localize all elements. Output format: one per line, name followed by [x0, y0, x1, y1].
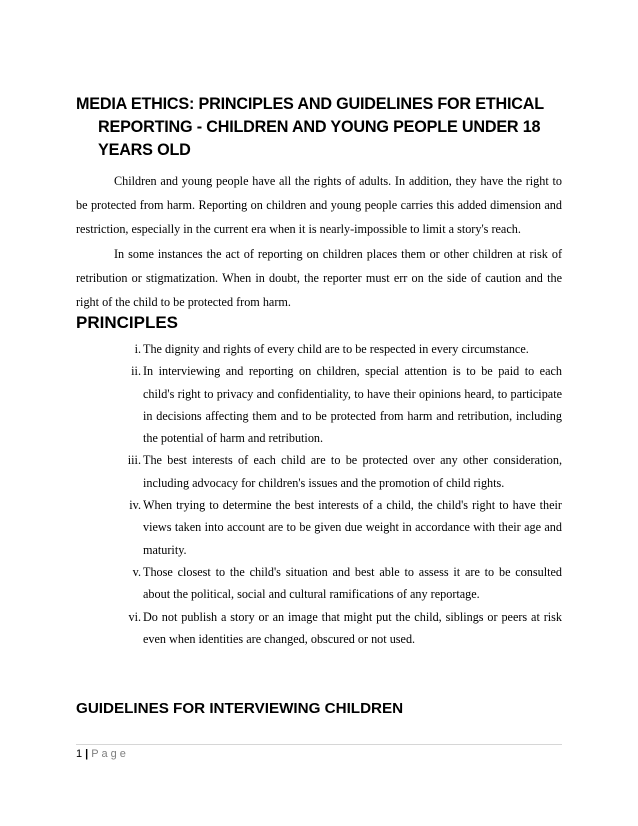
- list-item: [120, 338, 562, 360]
- title-line-3: YEARS OLD: [98, 141, 191, 159]
- list-item: [120, 360, 562, 449]
- page-footer: [76, 748, 129, 760]
- list-item: [120, 449, 562, 494]
- list-item: [120, 561, 562, 606]
- list-item-text: When trying to determine the best interests of a child, the child's right to have their views taken into account are to be given due weight in accordance with their age and maturity.: [143, 498, 562, 557]
- intro-paragraph-2: In some instances the act of reporting on children places them or other children at risk of retribution or stigmatization. When in doubt, the reporter must err on the side of caution and the right of the child to be protected from harm.: [76, 246, 562, 310]
- guidelines-heading: GUIDELINES FOR INTERVIEWING CHILDREN: [76, 700, 404, 717]
- footer-divider: [76, 744, 562, 745]
- page-number: 1: [76, 748, 83, 760]
- list-item-text: In interviewing and reporting on children, special attention is to be paid to each child's right to privacy and confidentiality, to have their opinions heard, to participate in decisions affecting them and to be protected from harm and retribution, including the potential of harm and retribution.: [143, 364, 562, 446]
- list-item: [120, 606, 562, 651]
- list-item-number: vi.: [128, 609, 141, 624]
- list-item-text: The dignity and rights of every child are to be respected in every circumstance.: [143, 342, 529, 356]
- intro-section: [76, 169, 562, 314]
- list-item-text: Those closest to the child's situation and best able to assess it are to be consulted about the political, social and cultural ramifications of any reportage.: [143, 564, 562, 602]
- footer-separator: |: [85, 748, 89, 760]
- intro-paragraph-1: Children and young people have all the rights of adults. In addition, they have the right to be protected from harm. Reporting on children and young people carries this added dimension and restriction, especially in the current era when it is nearly-impossible to limit a story's reach.: [76, 174, 562, 237]
- principles-list: [120, 338, 562, 650]
- page-label: Page: [91, 748, 129, 760]
- principles-heading: PRINCIPLES: [76, 313, 179, 332]
- list-item: [120, 494, 562, 561]
- title-line-2: REPORTING - CHILDREN AND YOUNG PEOPLE UNDER 18: [98, 118, 541, 136]
- list-item-number: v.: [132, 564, 141, 579]
- document-title: [76, 93, 556, 162]
- list-item-number: iv.: [129, 498, 141, 513]
- list-item-text: The best interests of each child are to be protected over any other consideration, including advocacy for children's issues and the promotion of child rights.: [143, 453, 562, 490]
- list-item-number: i.: [134, 342, 141, 356]
- list-item-number: iii.: [127, 453, 141, 468]
- title-line-1: MEDIA ETHICS: PRINCIPLES AND GUIDELINES FOR ETHICAL: [76, 95, 544, 113]
- list-item-number: ii.: [131, 364, 141, 379]
- list-item-text: Do not publish a story or an image that might put the child, siblings or peers at risk even when identities are changed, obscured or not used.: [143, 609, 562, 646]
